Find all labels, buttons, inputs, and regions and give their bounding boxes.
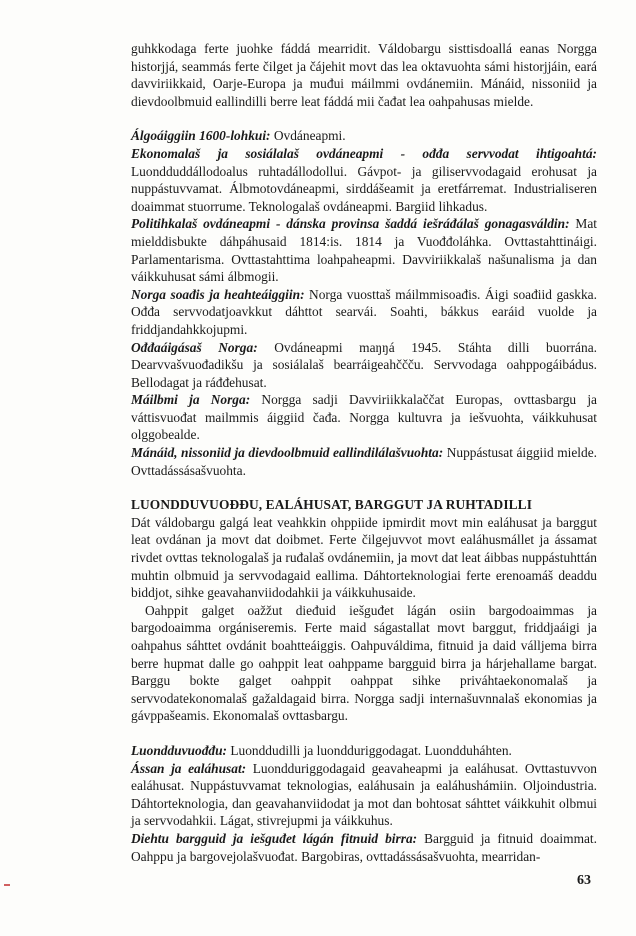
topic-text: Mat mielddisbukte dáhpáhusaid 1814:is. 1814 ja Vuođđoláhka. Ovttastahttináigi. Parlamentarisma. Ovttastahttima loahpaheapmi. Davviriikkalaš našunalisma ja dan váikkuhusat sámi álbmogii. bbox=[131, 216, 597, 285]
margin-mark bbox=[4, 884, 10, 886]
topic-text: Norgga sadji Davviriikkalaččat Europas, ovttasbargu ja váttisvuođat mailmmis áiggiid čađa. Norgga kultuvra ja iešvuohta, váikkuhusat olggobealde. bbox=[131, 392, 597, 443]
topic-entry bbox=[131, 286, 597, 339]
topic-entry bbox=[131, 127, 597, 145]
topic-label: Máilbmi ja Norga: bbox=[131, 392, 251, 408]
topic-text: Norga vuosttaš máilmmisoađis. Áigi soađiid gaskka. Ođđa servvodatjoavkkut dáhttot searvái. Soahti, bákkus earáid vuolde ja friddjandahkkojupmi. bbox=[131, 286, 597, 337]
section-heading: LUONDDUVUOĐĐU, EALÁHUSAT, BARGGUT JA RUHTADILLI bbox=[131, 497, 533, 513]
topic-entry bbox=[131, 145, 597, 215]
topic-label: Mánáid, nissoniid ja dievdoolbmuid eallindilálašvuohta: bbox=[131, 445, 444, 461]
topic-text: Bargguid ja fitnuid doaimmat. Oahppu ja bargovejolašvuođat. Bargobiras, ovttadássásašvuohta, mearridan- bbox=[131, 830, 597, 864]
page-number: 63 bbox=[577, 873, 591, 888]
topic-label: Ođđaáigásaš Norga: bbox=[131, 339, 258, 355]
topic-label: Diehtu bargguid ja iešguđet lágán fitnuid birra: bbox=[131, 830, 418, 846]
topic-text: Luondduddállodoalus ruhtadállodollui. Gávpot- ja giliservvodagaid erohusat ja nuppástuvvamat. Álbmotovdáneapmi, sirddášeamit ja eretfárremat. Industrialiseren doaimmat stuorrume. Teknologalaš ovdáneapmi. Bargiid lihkadus. bbox=[131, 163, 597, 214]
topic-entry bbox=[131, 830, 597, 865]
topic-entry bbox=[131, 339, 597, 392]
topic-entry bbox=[131, 215, 597, 285]
history-section bbox=[131, 127, 597, 479]
topic-label: Luondduvuođđu: bbox=[131, 742, 227, 758]
body-paragraph: Dát váldobargu galgá leat veahkkin ohppiide ipmirdit movt min ealáhusat ja barggut leat ovdánan ja movt dat doibmet. Ferte čilgejuvvot movt ealáhusmállet ja ássamat rivdet ovttas teknologalaš ja ruđalaš ovdánemiin, ja movt dat leat áibbas nuppástuhttán muhtin olbmuid ja servvodagaid eallima. Dáhtorteknologiai ferte erenoamáš deaddu biddjot, sihke geavahanviidodahkii ja váikkuhusaide. bbox=[131, 514, 597, 601]
economy-section bbox=[131, 742, 597, 865]
topic-entry bbox=[131, 760, 597, 830]
topic-entry bbox=[131, 391, 597, 444]
topic-entry bbox=[131, 444, 597, 479]
topic-label: Norga soađis ja heahteáiggiin: bbox=[131, 286, 305, 302]
body-paragraph: Oahppit galget oažžut dieđuid iešguđet lágán osiin bargodoaimmas ja bargodoaimma orgániseremis. Ferte maid ságastallat movt barggut, friddjaáigi ja oahpahus sáhttet ovdánit boahtteáiggis. Oahpuváldima, fitnuid ja daid válljema birra berre hupmat dalle go oahppit leat oahppame bargguid birra ja hárjehallame bargat. Barggu bokte galget oahppit oahppat sihke priváhtaekonomalaš ja servvodatekonomalaš gažaldagaid birra. Norgga sadji internašuvnnalaš ekonomias ja gávppašeamis. Ekonomalaš ovttasbargu. bbox=[131, 602, 597, 724]
topic-text: Luonddudilli ja luondduriggodagat. Luondduháhten. bbox=[227, 742, 512, 758]
intro-paragraph: guhkkodaga ferte juohke fáddá mearridit. Váldobargu sisttisdoallá eanas Norgga historjjá, seammás ferte čilget ja čájehit movt das lea oktavuohta sámi historjjáin, eará davviriikkaid, Oarje-Europa ja muđui máilmmi ovdánemiin. Mánáid, nissoniid ja dievdoolbmuid eallindilli berre leat fáddá mii čađat lea oahpahusas mielde. bbox=[131, 41, 597, 109]
topic-label: Ássan ja ealáhusat: bbox=[131, 760, 247, 776]
topic-label: Ekonomalaš ja sosiálalaš ovdáneapmi - ođđa servvodat ihtigoahtá: bbox=[131, 145, 597, 161]
page-body bbox=[131, 40, 597, 865]
topic-text: Nuppástusat áiggiid mielde. Ovttadássásašvuohta. bbox=[131, 445, 597, 478]
topic-entry bbox=[131, 742, 597, 760]
topic-text: Luondduriggodagaid geavaheapmi ja ealáhusat. Ovttastuvvon ealáhusat. Nuppástuvvamat teknologias, ealáhusain ja ealáhushámiin. Oljoindustria. Dáhtorteknologia, dan geavahanviidodat ja mot dan bohtosat sáhttet váikkuhit olbmui ja servvodahkii. Lágat, stivrejupmi ja váikkuhus. bbox=[131, 760, 597, 829]
topic-label: Álgoáiggiin 1600-lohkui: bbox=[131, 128, 271, 144]
topic-text: Ovdáneapmi. bbox=[270, 128, 346, 144]
topic-text: Ovdáneapmi maŋŋá 1945. Stáhta dilli buorrána. Dearvvašvuođadikšu ja sosiálalaš bearráigeahččču. Servvodaga oahppogáibádus. Bellodagat ja ráđđehusat. bbox=[131, 339, 597, 390]
topic-label: Politihkalaš ovdáneapmi - dánska provinsa šaddá iešráđálaš gonagasváldin: bbox=[131, 216, 570, 232]
